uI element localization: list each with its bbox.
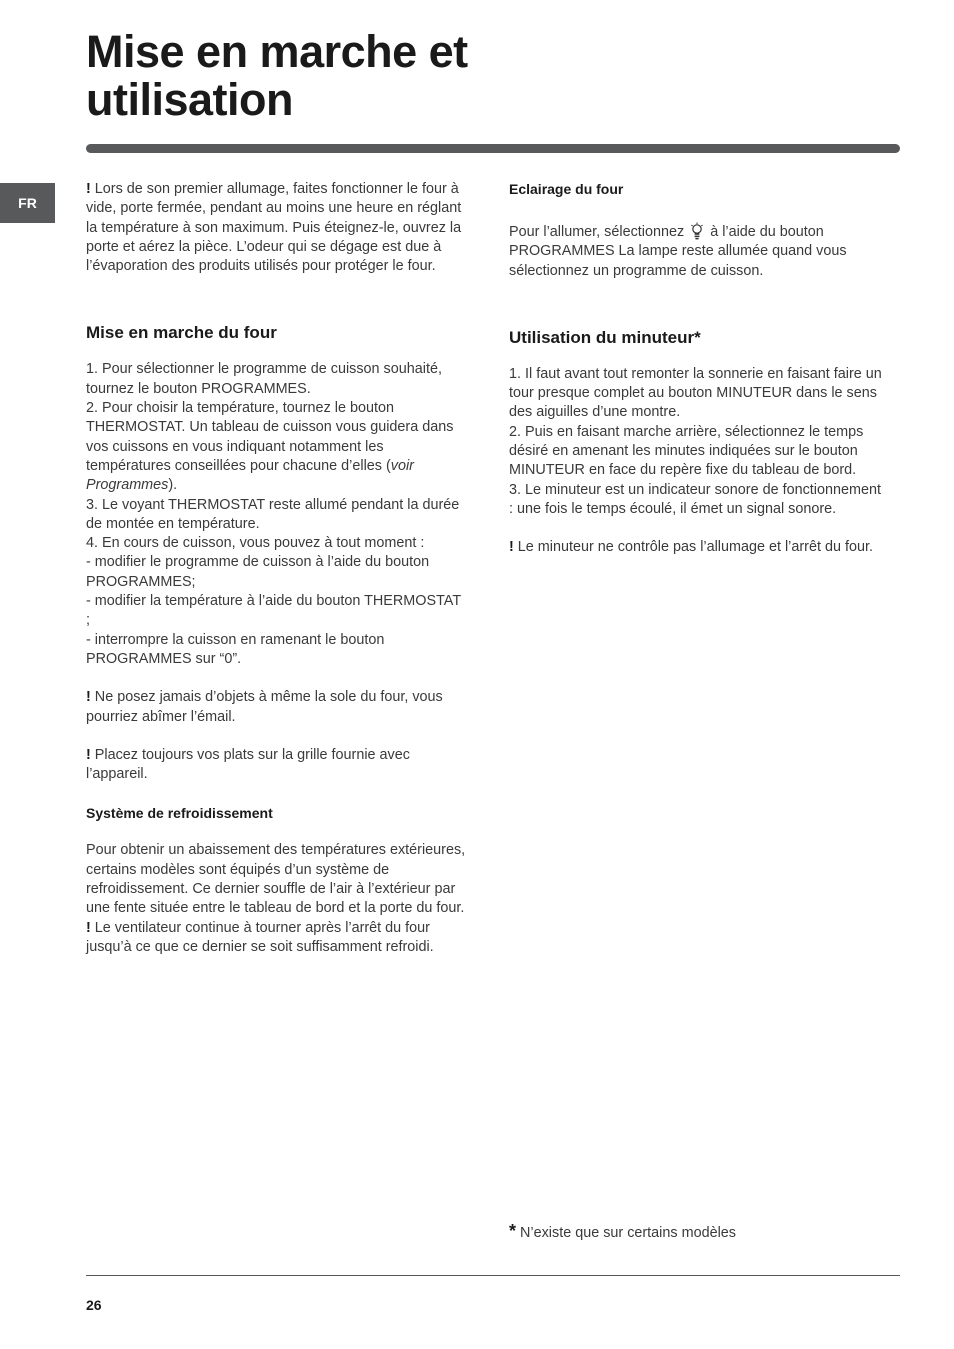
timer-step-1: 1. Il faut avant tout remonter la sonnerie en faisant faire un tour presque complet au bouton MINUTEUR dans le sens des aiguilles d’une montre. xyxy=(509,365,882,421)
oven-lamp-icon xyxy=(690,222,704,240)
section-title-oven-light: Eclairage du four xyxy=(509,181,624,197)
section-title-start-oven: Mise en marche du four xyxy=(86,323,277,343)
section-title-timer: Utilisation du minuteur* xyxy=(509,327,701,347)
intro-paragraph: ! Lors de son premier allumage, faites fonctionner le four à vide, porte fermée, pendant au moins une heure en réglant la température à son maximum. Puis éteignez-le, ouvrez la porte et aérez la pièce. L’odeur qui se dégage est due à l’évaporation des produits utilisés pour protéger le four. xyxy=(86,181,462,275)
section-title-cooling: Système de refroidissement xyxy=(86,805,273,822)
step-3: 3. Le voyant THERMOSTAT reste allumé pendant la durée de montée en température. xyxy=(86,496,460,532)
timer-step-2: 2. Puis en faisant marche arrière, sélectionnez le temps désiré en amenant les minutes indiquées sur le bouton MINUTEUR en face du repère fixe du tableau de bord. xyxy=(509,423,864,479)
page-title xyxy=(86,28,468,124)
warning-mark: ! xyxy=(86,919,91,936)
right-column xyxy=(509,180,887,558)
cooling-paragraph: Pour obtenir un abaissement des températures extérieures, certains modèles sont équipés d’un système de refroidissement. Ce dernier souffle de l’air à l’extérieur par une fente située entre le tableau de bord et la porte du four. xyxy=(86,842,466,917)
warning-grill: ! Placez toujours vos plats sur la grille fournie avec l’appareil. xyxy=(86,746,410,783)
footnote: * N’existe que sur certains modèles xyxy=(509,1221,736,1241)
warning-mark: ! xyxy=(86,746,91,763)
timer-step-3: 3. Le minuteur est un indicateur sonore de fonctionnement : une fois le temps écoulé, il émet un signal sonore. xyxy=(509,481,881,517)
step-2: 2. Pour choisir la température, tournez le bouton THERMOSTAT. Un tableau de cuisson vous guidera dans vos cuissons en vous indiquant notamment les températures conseillées pour chacune d’elles (voir Programmes). xyxy=(86,400,454,494)
language-tab: FR xyxy=(0,183,55,223)
page-number: 26 xyxy=(86,1297,102,1313)
footnote-asterisk: * xyxy=(509,1221,517,1241)
footer-divider xyxy=(86,1275,900,1276)
warning-enamel: ! Ne posez jamais d’objets à même la sole du four, vous pourriez abîmer l’émail. xyxy=(86,689,443,725)
page-title-line-2: utilisation xyxy=(86,74,293,125)
step-4-item-b: - modifier la température à l’aide du bouton THERMOSTAT ; xyxy=(86,593,461,629)
warning-mark: ! xyxy=(86,181,91,197)
oven-light-paragraph: Pour l’allumer, sélectionnez à l’aide du bouton PROGRAMMES La lampe reste allumée quand vous sélectionnez un programme de cuisson. xyxy=(509,224,847,279)
step-4-item-c: - interrompre la cuisson en ramenant le bouton PROGRAMMES sur “0”. xyxy=(86,631,385,667)
timer-warning: ! Le minuteur ne contrôle pas l’allumage et l’arrêt du four. xyxy=(509,539,873,556)
warning-mark: ! xyxy=(509,539,514,556)
step-4-item-a: - modifier le programme de cuisson à l’aide du bouton PROGRAMMES; xyxy=(86,554,430,590)
warning-mark: ! xyxy=(86,689,91,706)
left-column xyxy=(86,180,466,957)
page-title-line-1: Mise en marche et xyxy=(86,26,468,77)
cooling-warning: ! Le ventilateur continue à tourner après l’arrêt du four jusqu’à ce que ce dernier se soit suffisamment refroidi. xyxy=(86,919,434,955)
step-4: 4. En cours de cuisson, vous pouvez à tout moment : xyxy=(86,535,425,552)
title-divider xyxy=(86,144,900,153)
step-1: 1. Pour sélectionner le programme de cuisson souhaité, tournez le bouton PROGRAMMES. xyxy=(86,361,442,397)
